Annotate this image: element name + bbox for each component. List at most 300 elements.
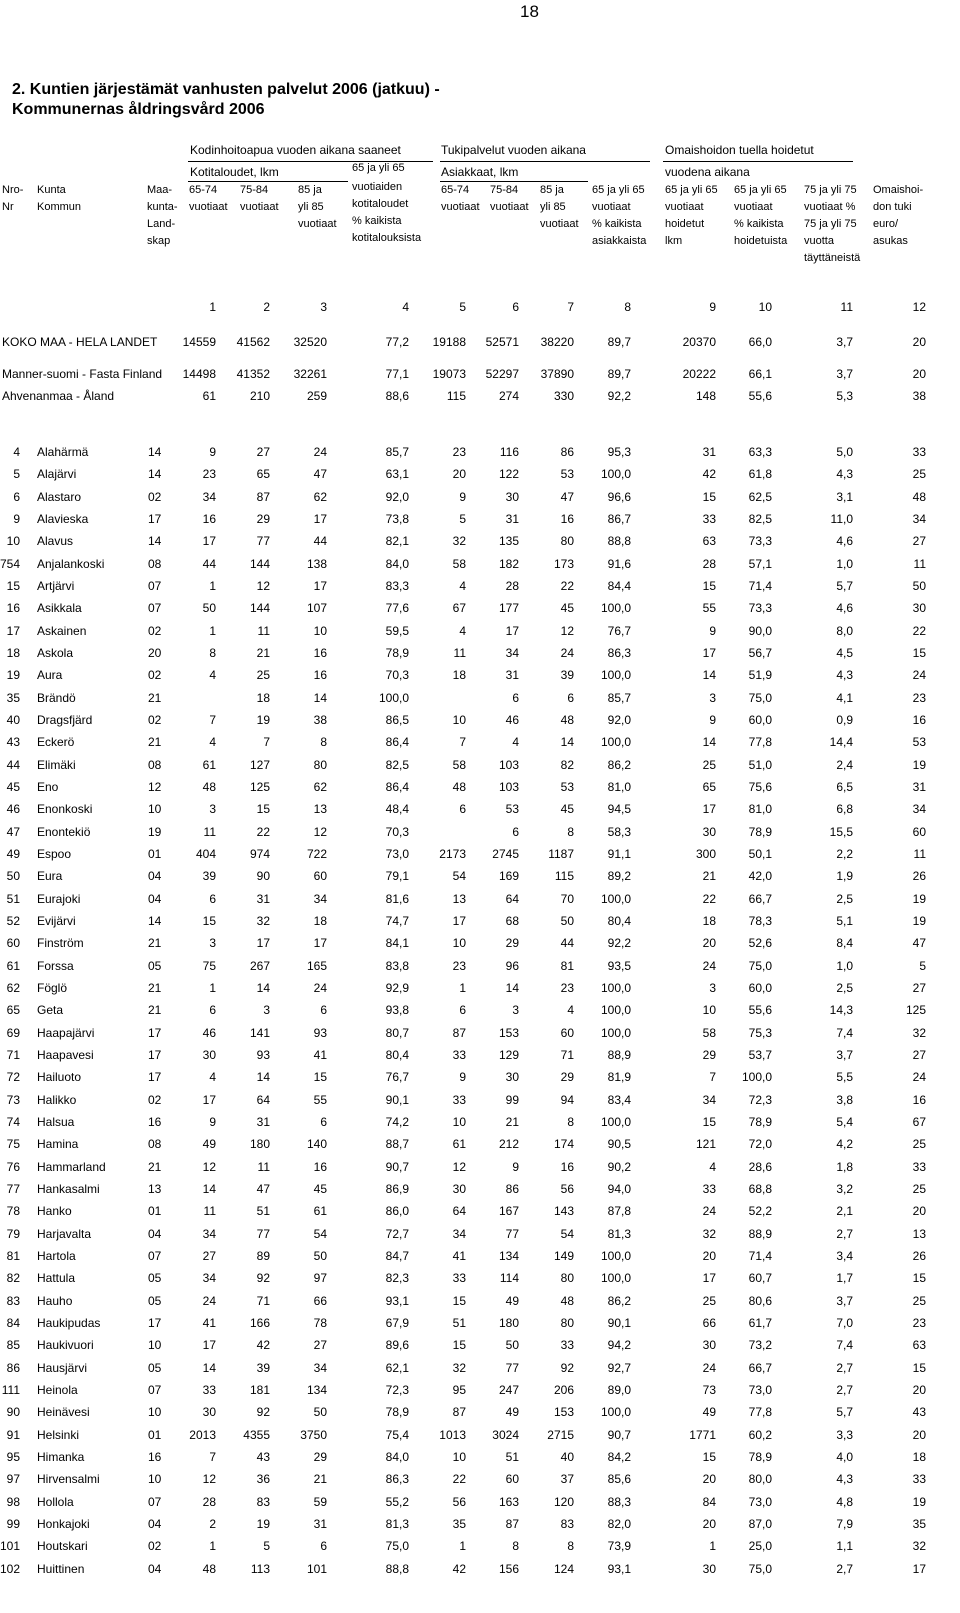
municipality-name: Eno xyxy=(37,779,59,794)
value-col-9: 55 xyxy=(702,601,716,616)
table-row xyxy=(0,735,960,755)
value-col-1: 3 xyxy=(209,936,216,951)
value-col-7: 37890 xyxy=(540,367,574,381)
value-col-6: 116 xyxy=(499,445,519,459)
value-col-3: 41 xyxy=(313,1047,327,1062)
table-row xyxy=(0,713,960,733)
value-col-8: 94,2 xyxy=(607,1338,631,1353)
municipality-name: Manner-suomi - Fasta Finland xyxy=(2,367,163,381)
value-col-8: 100,0 xyxy=(600,467,631,482)
value-col-5: 61 xyxy=(452,1137,466,1152)
value-col-4: 81,6 xyxy=(385,891,409,906)
municipality-name: Hailuoto xyxy=(37,1070,82,1085)
table-row xyxy=(0,1048,960,1068)
value-col-12: 25 xyxy=(912,467,926,482)
value-col-7: 80 xyxy=(560,534,574,549)
value-col-7: 48 xyxy=(560,712,574,727)
value-col-3: 29 xyxy=(313,1449,327,1464)
value-col-5: 15 xyxy=(452,1338,466,1353)
value-col-10: 61,8 xyxy=(748,467,772,482)
header-c9: 65 ja yli 65 vuotiaat hoidetut lkm xyxy=(665,184,718,247)
value-col-10: 50,1 xyxy=(748,846,772,861)
value-col-9: 30 xyxy=(702,1561,716,1576)
municipality-name: Askainen xyxy=(37,623,87,638)
municipality-number: 9 xyxy=(13,511,20,526)
value-col-9: 24 xyxy=(702,1204,716,1219)
value-col-10: 87,0 xyxy=(748,1516,772,1531)
municipality-number: 74 xyxy=(6,1114,20,1129)
value-col-8: 100,0 xyxy=(600,735,631,750)
table-row xyxy=(0,1093,960,1113)
value-col-10: 73,3 xyxy=(748,601,772,616)
region-code: 21 xyxy=(148,735,162,750)
value-col-5: 9 xyxy=(459,489,466,504)
value-col-12: 33 xyxy=(912,445,926,459)
value-col-1: 1 xyxy=(209,578,216,593)
value-col-6: 2745 xyxy=(492,846,519,861)
header-c11: 75 ja yli 75 vuotiaat % 75 ja yli 75 vuotta täyttäneistä xyxy=(804,184,861,264)
value-col-9: 121 xyxy=(695,1137,716,1152)
value-col-4: 48,4 xyxy=(385,802,409,817)
region-code: 05 xyxy=(148,1360,162,1375)
value-col-11: 1,7 xyxy=(836,1271,853,1286)
value-col-11: 4,0 xyxy=(836,1449,853,1464)
region-code: 05 xyxy=(148,1293,162,1308)
value-col-6: 9 xyxy=(512,1159,519,1174)
region-code: 07 xyxy=(148,1248,162,1263)
value-col-2: 29 xyxy=(256,511,270,526)
value-col-12: 34 xyxy=(912,511,926,526)
municipality-name: Anjalankoski xyxy=(37,556,105,571)
value-col-12: 16 xyxy=(912,712,926,727)
value-col-12: 24 xyxy=(912,1070,926,1085)
value-col-10: 68,8 xyxy=(748,1181,772,1196)
value-col-12: 22 xyxy=(912,623,926,638)
value-col-8: 100,0 xyxy=(600,1405,631,1420)
value-col-12: 19 xyxy=(912,891,926,906)
value-col-7: 29 xyxy=(560,1070,574,1085)
value-col-10: 56,7 xyxy=(748,645,772,660)
value-col-5: 115 xyxy=(446,389,466,403)
municipality-name: Föglö xyxy=(37,980,68,995)
table-row xyxy=(0,1070,960,1090)
value-col-2: 3 xyxy=(263,1003,270,1018)
value-col-11: 4,5 xyxy=(836,645,853,660)
header-c7: 85 ja yli 85 vuotiaat xyxy=(540,184,579,230)
value-col-9: 49 xyxy=(702,1405,716,1420)
value-col-6: 52571 xyxy=(485,335,519,349)
value-col-4: 84,0 xyxy=(385,556,409,571)
value-col-11: 1,0 xyxy=(836,958,853,973)
value-col-12: 13 xyxy=(912,1226,926,1241)
municipality-name: Heinola xyxy=(37,1382,78,1397)
value-col-12: 17 xyxy=(912,1561,926,1576)
value-col-5: 34 xyxy=(452,1226,466,1241)
table-row xyxy=(0,1137,960,1157)
municipality-number: 101 xyxy=(0,1539,20,1554)
value-col-1: 6 xyxy=(209,1003,216,1018)
municipality-number: 77 xyxy=(6,1181,20,1196)
value-col-6: 52297 xyxy=(485,367,519,381)
value-col-11: 4,1 xyxy=(836,690,853,705)
table-row xyxy=(0,1495,960,1515)
value-col-2: 5 xyxy=(263,1539,270,1554)
value-col-7: 16 xyxy=(560,511,574,526)
municipality-name: Hirvensalmi xyxy=(37,1472,100,1487)
column-number: 7 xyxy=(567,300,574,314)
value-col-3: 14 xyxy=(313,690,327,705)
value-col-2: 90 xyxy=(256,869,270,884)
value-col-3: 80 xyxy=(313,757,327,772)
value-col-2: 93 xyxy=(256,1047,270,1062)
value-col-10: 80,0 xyxy=(748,1472,772,1487)
value-col-10: 52,6 xyxy=(748,936,772,951)
value-col-2: 12 xyxy=(256,578,270,593)
table-row xyxy=(0,557,960,577)
value-col-4: 88,6 xyxy=(385,389,409,403)
value-col-10: 66,0 xyxy=(748,335,772,349)
value-col-10: 75,3 xyxy=(748,1025,772,1040)
value-col-8: 91,6 xyxy=(607,556,631,571)
region-code: 16 xyxy=(148,1449,162,1464)
value-col-11: 5,5 xyxy=(836,1070,853,1085)
value-col-1: 44 xyxy=(202,556,216,571)
value-col-5: 48 xyxy=(452,779,466,794)
table-row xyxy=(0,1204,960,1224)
value-col-11: 2,7 xyxy=(836,1382,853,1397)
value-col-3: 3750 xyxy=(300,1427,327,1442)
value-col-7: 44 xyxy=(560,936,574,951)
region-code: 12 xyxy=(148,779,162,794)
value-col-8: 76,7 xyxy=(607,623,631,638)
municipality-number: 102 xyxy=(0,1561,20,1576)
value-col-9: 25 xyxy=(702,757,716,772)
value-col-8: 73,9 xyxy=(607,1539,631,1554)
value-col-2: 51 xyxy=(256,1204,270,1219)
municipality-name: Hauho xyxy=(37,1293,73,1308)
value-col-2: 125 xyxy=(249,779,270,794)
value-col-10: 78,9 xyxy=(748,1114,772,1129)
value-col-10: 60,7 xyxy=(748,1271,772,1286)
value-col-9: 18 xyxy=(702,913,716,928)
value-col-7: 71 xyxy=(560,1047,574,1062)
value-col-3: 140 xyxy=(306,1137,327,1152)
value-col-6: 163 xyxy=(498,1494,519,1509)
table-row xyxy=(0,1338,960,1358)
value-col-3: 13 xyxy=(313,802,327,817)
value-col-6: 212 xyxy=(498,1137,519,1152)
value-col-11: 5,0 xyxy=(836,445,853,459)
value-col-6: 129 xyxy=(498,1047,519,1062)
region-code: 04 xyxy=(148,1516,162,1531)
value-col-5: 4 xyxy=(459,623,466,638)
municipality-name: Heinävesi xyxy=(37,1405,90,1420)
value-col-11: 2,7 xyxy=(836,1561,853,1576)
value-col-4: 92,9 xyxy=(385,980,409,995)
value-col-2: 974 xyxy=(249,846,270,861)
header-c12: Omaishoi- don tuki euro/ asukas xyxy=(873,184,924,247)
value-col-5: 67 xyxy=(452,601,466,616)
municipality-number: 47 xyxy=(6,824,20,839)
value-col-6: 4 xyxy=(512,735,519,750)
value-col-5: 54 xyxy=(452,869,466,884)
value-col-4: 82,5 xyxy=(385,757,409,772)
value-col-3: 62 xyxy=(313,779,327,794)
municipality-number: 4 xyxy=(13,445,20,459)
value-col-9: 21 xyxy=(702,869,716,884)
value-col-9: 73 xyxy=(702,1382,716,1397)
value-col-4: 55,2 xyxy=(385,1494,409,1509)
value-col-10: 73,0 xyxy=(748,1494,772,1509)
region-code: 08 xyxy=(148,1137,162,1152)
municipality-number: 78 xyxy=(6,1204,20,1219)
value-col-7: 115 xyxy=(554,869,574,884)
value-col-9: 20 xyxy=(702,1248,716,1263)
value-col-1: 34 xyxy=(202,489,216,504)
value-col-3: 50 xyxy=(313,1248,327,1263)
value-col-12: 15 xyxy=(912,1271,926,1286)
value-col-1: 11 xyxy=(203,824,216,839)
value-col-11: 2,5 xyxy=(836,980,853,995)
table-row xyxy=(0,512,960,532)
header-nro: Nro- Nr xyxy=(2,184,24,213)
value-col-6: 49 xyxy=(505,1405,519,1420)
value-col-9: 9 xyxy=(709,712,716,727)
value-col-4: 73,8 xyxy=(385,511,409,526)
value-col-1: 4 xyxy=(209,735,216,750)
municipality-number: 82 xyxy=(6,1271,20,1286)
value-col-4: 93,1 xyxy=(385,1293,409,1308)
value-col-5: 5 xyxy=(459,511,466,526)
value-col-2: 22 xyxy=(256,824,270,839)
value-col-8: 100,0 xyxy=(600,601,631,616)
value-col-2: 14 xyxy=(256,980,270,995)
value-col-7: 86 xyxy=(560,445,574,459)
value-col-1: 34 xyxy=(202,1271,216,1286)
value-col-5: 17 xyxy=(452,913,466,928)
value-col-7: 1187 xyxy=(548,846,574,861)
value-col-6: 96 xyxy=(505,958,519,973)
value-col-1: 16 xyxy=(202,511,216,526)
header-c2: 75-84 vuotiaat xyxy=(240,184,279,213)
value-col-8: 82,0 xyxy=(607,1516,631,1531)
value-col-7: 70 xyxy=(560,891,574,906)
value-col-11: 1,8 xyxy=(836,1159,853,1174)
value-col-6: 169 xyxy=(498,869,519,884)
value-col-5: 1 xyxy=(459,980,466,995)
municipality-number: 95 xyxy=(6,1449,20,1464)
municipality-number: 111 xyxy=(1,1382,20,1397)
value-col-5: 10 xyxy=(452,712,466,727)
value-col-1: 4 xyxy=(209,1070,216,1085)
value-col-1: 33 xyxy=(202,1382,216,1397)
municipality-name: Hanko xyxy=(37,1204,72,1219)
value-col-2: 11 xyxy=(257,623,270,638)
value-col-10: 75,0 xyxy=(748,690,772,705)
value-col-11: 5,7 xyxy=(836,1405,853,1420)
value-col-5: 41 xyxy=(452,1248,466,1263)
value-col-8: 92,7 xyxy=(607,1360,631,1375)
value-col-3: 45 xyxy=(313,1181,327,1196)
region-code: 14 xyxy=(148,467,162,482)
region-code: 21 xyxy=(148,980,162,995)
region-code: 05 xyxy=(148,958,162,973)
value-col-1: 34 xyxy=(202,1226,216,1241)
value-col-1: 9 xyxy=(209,445,216,459)
column-number: 10 xyxy=(758,300,772,314)
municipality-number: 10 xyxy=(6,534,20,549)
value-col-3: 10 xyxy=(313,623,327,638)
municipality-number: 71 xyxy=(6,1047,20,1062)
value-col-4: 86,4 xyxy=(385,735,409,750)
region-code: 14 xyxy=(148,534,162,549)
value-col-4: 86,9 xyxy=(385,1181,409,1196)
value-col-3: 44 xyxy=(313,534,327,549)
value-col-1: 39 xyxy=(202,869,216,884)
value-col-12: 20 xyxy=(912,1382,926,1397)
value-col-3: 16 xyxy=(313,668,327,683)
value-col-7: 53 xyxy=(560,467,574,482)
value-col-12: 33 xyxy=(912,1159,926,1174)
municipality-name: Eurajoki xyxy=(37,891,81,906)
value-col-6: 21 xyxy=(505,1114,519,1129)
value-col-9: 3 xyxy=(709,690,716,705)
value-col-2: 19 xyxy=(256,712,270,727)
municipality-name: Hattula xyxy=(37,1271,76,1286)
value-col-10: 75,6 xyxy=(748,779,772,794)
value-col-3: 61 xyxy=(313,1204,327,1219)
column-number: 12 xyxy=(912,300,926,314)
region-code: 17 xyxy=(148,1315,162,1330)
value-col-12: 11 xyxy=(913,846,926,861)
value-col-9: 3 xyxy=(709,980,716,995)
value-col-5: 32 xyxy=(452,534,466,549)
value-col-7: 94 xyxy=(560,1092,574,1107)
table-row xyxy=(0,1026,960,1046)
value-col-10: 61,7 xyxy=(748,1315,772,1330)
value-col-7: 80 xyxy=(560,1315,574,1330)
value-col-2: 141 xyxy=(249,1025,270,1040)
value-col-7: 40 xyxy=(560,1449,574,1464)
table-row xyxy=(0,1562,960,1582)
municipality-number: 86 xyxy=(6,1360,20,1375)
value-col-6: 60 xyxy=(505,1472,519,1487)
value-col-6: 77 xyxy=(505,1226,519,1241)
municipality-number: 15 xyxy=(6,578,20,593)
region-code: 17 xyxy=(148,1047,162,1062)
value-col-11: 7,0 xyxy=(836,1315,853,1330)
municipality-name: Haapajärvi xyxy=(37,1025,95,1040)
value-col-4: 90,7 xyxy=(385,1159,409,1174)
value-col-10: 66,1 xyxy=(748,367,772,381)
group-kotihoito: Kodinhoitoapua vuoden aikana saaneet xyxy=(190,143,401,157)
municipality-number: 5 xyxy=(13,467,20,482)
value-col-3: 59 xyxy=(313,1494,327,1509)
value-col-9: 20222 xyxy=(682,367,716,381)
value-col-8: 80,4 xyxy=(607,913,631,928)
region-code: 14 xyxy=(148,445,162,459)
municipality-name: Enonkoski xyxy=(37,802,93,817)
value-col-9: 31 xyxy=(702,445,716,459)
municipality-number: 72 xyxy=(6,1070,20,1085)
value-col-7: 83 xyxy=(560,1516,574,1531)
value-col-9: 58 xyxy=(702,1025,716,1040)
value-col-11: 14,3 xyxy=(829,1003,853,1018)
value-col-4: 77,1 xyxy=(385,367,409,381)
value-col-2: 180 xyxy=(249,1137,270,1152)
value-col-1: 30 xyxy=(202,1047,216,1062)
value-col-9: 14 xyxy=(702,668,716,683)
value-col-12: 31 xyxy=(912,779,926,794)
value-col-10: 90,0 xyxy=(748,623,772,638)
title-line-2: Kommunernas åldringsvård 2006 xyxy=(12,101,265,118)
value-col-10: 75,0 xyxy=(748,1561,772,1576)
value-col-6: 68 xyxy=(505,913,519,928)
value-col-9: 10 xyxy=(702,1003,716,1018)
value-col-12: 32 xyxy=(912,1539,926,1554)
value-col-4: 80,4 xyxy=(385,1047,409,1062)
value-col-3: 38 xyxy=(313,712,327,727)
region-code: 02 xyxy=(148,668,162,683)
value-col-5: 18 xyxy=(452,668,466,683)
value-col-1: 14498 xyxy=(182,367,216,381)
value-col-1: 17 xyxy=(202,534,216,549)
municipality-number: 35 xyxy=(6,690,20,705)
value-col-4: 80,7 xyxy=(385,1025,409,1040)
value-col-8: 92,0 xyxy=(607,712,631,727)
value-col-4: 82,3 xyxy=(385,1271,409,1286)
value-col-2: 144 xyxy=(249,601,270,616)
value-col-6: 6 xyxy=(512,690,519,705)
municipality-name: Alavieska xyxy=(37,511,89,526)
value-col-2: 92 xyxy=(256,1405,270,1420)
region-code: 21 xyxy=(148,690,162,705)
value-col-10: 82,5 xyxy=(748,511,772,526)
value-col-6: 29 xyxy=(505,936,519,951)
value-col-10: 51,9 xyxy=(748,668,772,683)
value-col-12: 50 xyxy=(912,578,926,593)
value-col-8: 95,3 xyxy=(607,445,631,459)
municipality-number: 19 xyxy=(6,668,20,683)
value-col-9: 1 xyxy=(709,1539,716,1554)
municipality-name: Alahärmä xyxy=(37,445,89,459)
value-col-6: 34 xyxy=(505,645,519,660)
value-col-2: 77 xyxy=(256,534,270,549)
value-col-8: 86,2 xyxy=(607,757,631,772)
value-col-4: 81,3 xyxy=(385,1516,409,1531)
value-col-1: 17 xyxy=(202,1338,216,1353)
value-col-9: 25 xyxy=(702,1293,716,1308)
value-col-9: 17 xyxy=(702,645,716,660)
value-col-11: 3,7 xyxy=(836,1047,853,1062)
value-col-4: 84,7 xyxy=(385,1248,409,1263)
value-col-11: 8,0 xyxy=(836,623,853,638)
value-col-6: 99 xyxy=(505,1092,519,1107)
value-col-11: 3,1 xyxy=(836,489,853,504)
table-row xyxy=(0,1428,960,1448)
municipality-number: 91 xyxy=(6,1427,20,1442)
value-col-3: 50 xyxy=(313,1405,327,1420)
value-col-4: 70,3 xyxy=(385,824,409,839)
value-col-9: 33 xyxy=(702,1181,716,1196)
value-col-4: 85,7 xyxy=(385,445,409,459)
value-col-5: 32 xyxy=(452,1360,466,1375)
value-col-12: 26 xyxy=(912,869,926,884)
value-col-10: 28,6 xyxy=(748,1159,772,1174)
value-col-3: 66 xyxy=(313,1293,327,1308)
region-code: 07 xyxy=(148,578,162,593)
value-col-7: 37 xyxy=(560,1472,574,1487)
